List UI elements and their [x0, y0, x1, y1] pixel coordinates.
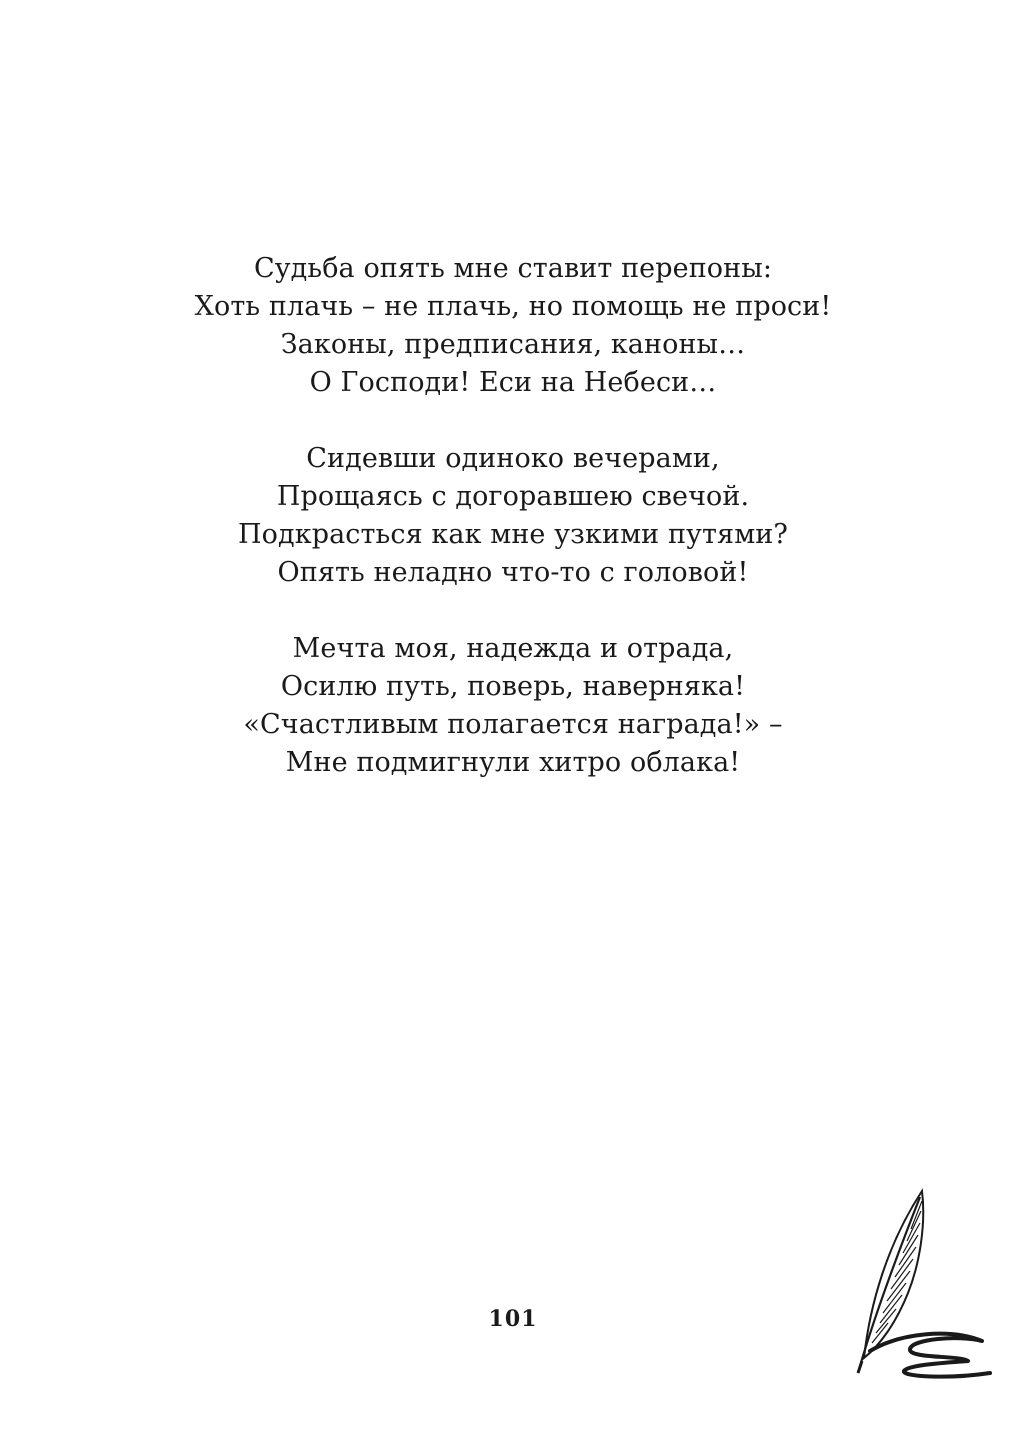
- poem-line: Прощаясь с догоравшею свечой.: [276, 481, 750, 512]
- poem: [0, 250, 1026, 820]
- stanza-1: [0, 250, 1026, 402]
- poem-line: Хоть плачь – не плачь, но помощь не проси!: [194, 291, 832, 322]
- poem-line: Законы, предписания, каноны…: [280, 329, 746, 360]
- poem-line: Мечта моя, надежда и отрада,: [292, 633, 734, 664]
- poem-line: Опять неладно что-то с головой!: [277, 557, 749, 588]
- poem-line: Сидевши одиноко вечерами,: [306, 443, 720, 474]
- poem-line: Осилю путь, поверь, наверняка!: [280, 671, 746, 702]
- poem-line: Судьба опять мне ставит перепоны:: [253, 253, 773, 284]
- poem-line: О Господи! Еси на Небеси…: [309, 367, 717, 398]
- stanza-3: [0, 630, 1026, 782]
- poem-line: Подкрасться как мне узкими путями?: [238, 519, 788, 550]
- stanza-2: [0, 440, 1026, 592]
- poem-line: Мне подмигнули хитро облака!: [285, 747, 741, 778]
- poem-line: «Счастливым полагается награда!» –: [243, 709, 783, 740]
- page-number: 101: [488, 1306, 538, 1332]
- quill-pen-icon: [850, 1183, 1000, 1383]
